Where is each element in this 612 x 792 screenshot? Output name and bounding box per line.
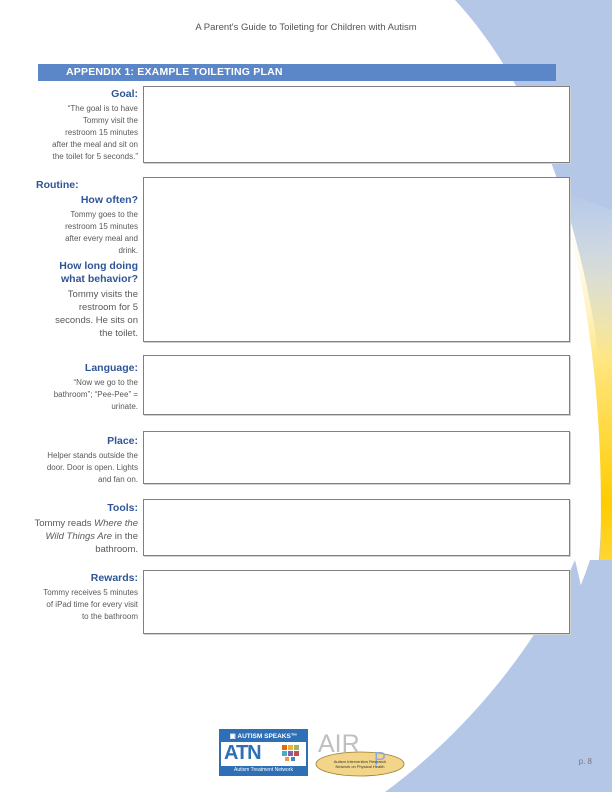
airp-letter-p: P (374, 749, 387, 769)
tools-input-box[interactable] (143, 499, 570, 556)
language-group (20, 362, 138, 413)
place-label: Place: (107, 435, 138, 447)
tools-line: bathroom. (95, 544, 138, 555)
routine-label: Routine: (36, 179, 79, 191)
rewards-line: of iPad time for every visit (46, 600, 138, 609)
atn-logo-top: ▣ AUTISM SPEAKS™ (221, 731, 306, 742)
how-often-line: after every meal and (65, 234, 138, 243)
section-title-bar: APPENDIX 1: EXAMPLE TOILETING PLAN (38, 64, 556, 81)
airp-text-line-1: Autism Intervention Research (333, 759, 387, 764)
goal-label: Goal: (111, 88, 138, 100)
place-line: door. Door is open. Lights (46, 463, 138, 472)
tools-label: Tools: (107, 502, 138, 514)
tools-line: Tommy reads Where the (34, 518, 138, 529)
how-long-label (20, 260, 138, 286)
goal-input-box[interactable] (143, 86, 570, 163)
language-description (20, 377, 138, 413)
atn-color-grid-icon (282, 745, 302, 761)
how-often-description (20, 209, 138, 257)
place-group (20, 435, 138, 486)
language-label: Language: (84, 362, 138, 374)
rewards-label: Rewards: (90, 572, 138, 584)
how-long-label-line: How long doing (59, 260, 138, 272)
rewards-line: Tommy receives 5 minutes (43, 588, 138, 597)
how-long-label-line: what behavior? (60, 273, 138, 285)
goal-line: Tommy visit the (82, 116, 138, 125)
rewards-description (20, 587, 138, 623)
goal-label-group (20, 88, 138, 163)
airp-logo-graphic (312, 728, 407, 778)
airp-text-line-2: Network on Physical Health (335, 764, 385, 769)
rewards-input-box[interactable] (143, 570, 570, 634)
goal-line: the toilet for 5 seconds.” (52, 152, 138, 161)
rewards-group (20, 572, 138, 623)
how-long-line: seconds. He sits on (55, 315, 138, 326)
how-often-group (20, 194, 138, 257)
atn-letters: ATN (224, 742, 261, 764)
place-description (20, 450, 138, 486)
tools-line: Wild Things Are in the (45, 531, 138, 542)
how-often-label: How often? (80, 194, 138, 206)
language-line: “Now we go to the (73, 378, 138, 387)
puzzle-icon: ▣ (229, 733, 236, 740)
tools-group (20, 502, 138, 556)
rewards-line: to the bathroom (81, 612, 138, 621)
language-line: bathroom”; “Pee-Pee” = (53, 390, 138, 399)
how-long-line: Tommy visits the (67, 289, 138, 300)
language-input-box[interactable] (143, 355, 570, 415)
goal-line: “The goal is to have (67, 104, 138, 113)
atn-logo-bottom: Autism Treatment Network (221, 766, 306, 774)
routine-input-box[interactable] (143, 177, 570, 342)
goal-line: restroom 15 minutes (65, 128, 138, 137)
how-often-line: restroom 15 minutes (65, 222, 138, 231)
goal-line: after the meal and sit on (52, 140, 138, 149)
how-often-line: Tommy goes to the (70, 210, 138, 219)
language-line: urinate. (111, 402, 138, 411)
how-often-line: drink. (118, 246, 138, 255)
tools-description (20, 517, 138, 556)
how-long-line: restroom for 5 (78, 302, 138, 313)
atn-logo (219, 729, 308, 776)
place-input-box[interactable] (143, 431, 570, 484)
how-long-line: the toilet. (99, 328, 138, 339)
airp-logo (312, 728, 407, 778)
airp-letters: AIR (318, 730, 360, 758)
place-line: Helper stands outside the (47, 451, 138, 460)
page-header: A Parent's Guide to Toileting for Children with Autism (195, 22, 417, 33)
goal-description (20, 103, 138, 163)
place-line: and fan on. (97, 475, 138, 484)
page-number: p. 8 (578, 757, 592, 766)
how-long-description (20, 288, 138, 340)
how-long-group (20, 260, 138, 340)
